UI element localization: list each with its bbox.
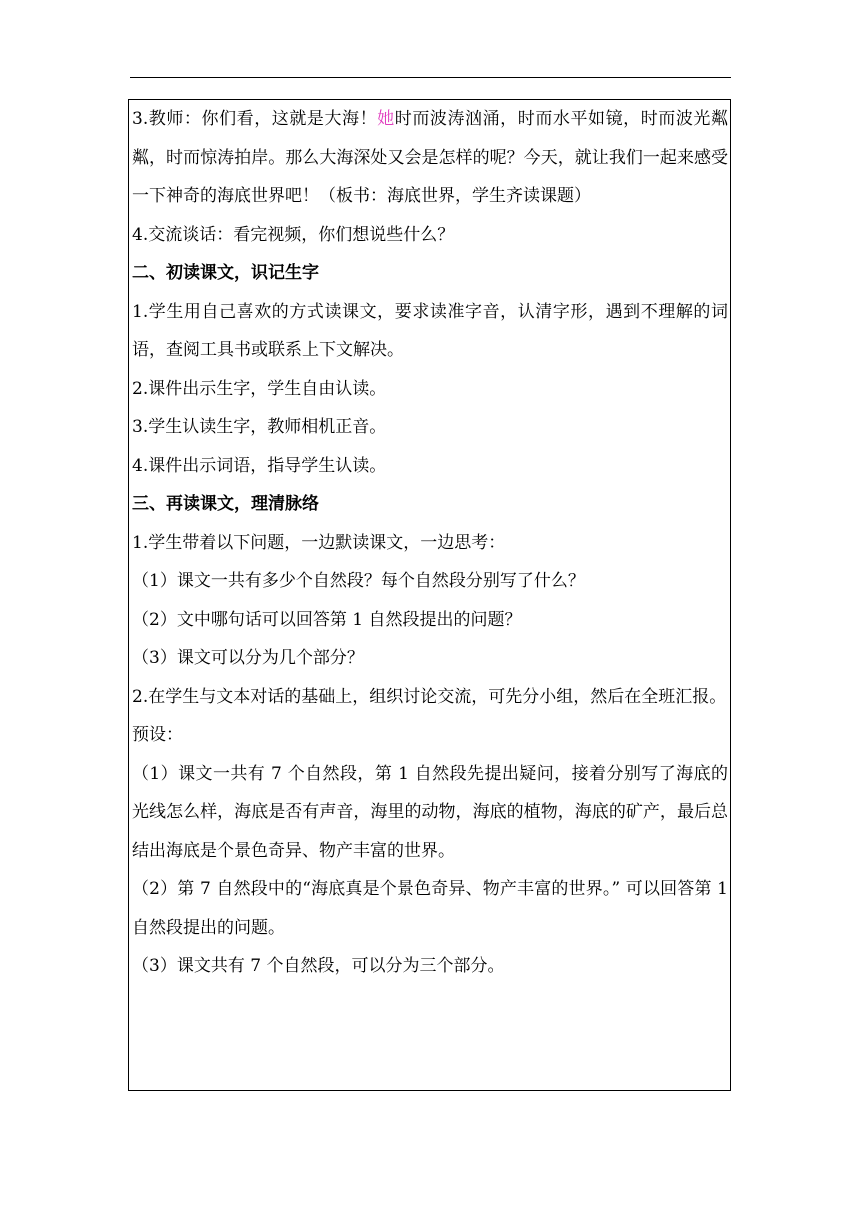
- intro-item-3-text-end: 时而波涛汹涌，时而水平如镜，时而波光粼粼，时而惊涛拍岸。那么大海深处又会是怎样的呢？今天，就让我们一起来感受一下神奇的海底世界吧！（板书：海底世界，学生齐读课题）: [132, 109, 729, 206]
- answer-2: （2）第 7 自然段中的“海底真是个景色奇异、物产丰富的世界。” 可以回答第 1 自然段提出的问题。: [132, 879, 728, 938]
- page-header-rule: [130, 77, 731, 78]
- section-3-heading: 三、再读课文，理清脉络: [132, 494, 319, 514]
- section-2-item-2: 2.课件出示生字，学生自由认读。: [132, 378, 387, 399]
- intro-item-3-text-start: 3.教师：你们看，这就是大海！: [132, 109, 378, 129]
- section-2-item-1: 1.学生用自己喜欢的方式读课文，要求读准字音，认清字形，遇到不理解的词语，查阅工具书或联系上下文解决。: [132, 301, 728, 360]
- section-2-heading: 二、初读课文，识记生字: [132, 263, 319, 283]
- question-3: （3）课文可以分为几个部分？: [132, 648, 364, 668]
- intro-item-3: [132, 100, 728, 216]
- lesson-table-cell: [128, 99, 731, 1091]
- question-2: （2）文中哪句话可以回答第 1 自然段提出的问题？: [132, 609, 522, 630]
- section-2-item-3: 3.学生认读生字，教师相机正音。: [132, 417, 387, 437]
- section-3-item-2: 2.在学生与文本对话的基础上，组织讨论交流，可先分小组，然后在全班汇报。: [132, 686, 727, 707]
- highlighted-word: 她: [377, 109, 395, 129]
- question-1: （1）课文一共有多少个自然段？每个自然段分别写了什么？: [132, 571, 585, 591]
- section-3-item-1: 1.学生带着以下问题，一边默读课文，一边思考：: [132, 532, 506, 553]
- answer-3: （3）课文共有 7 个自然段，可以分为三个部分。: [132, 956, 505, 976]
- section-2-item-4: 4.课件出示词语，指导学生认读。: [132, 455, 387, 476]
- intro-item-4: 4.交流谈话：看完视频，你们想说些什么？: [132, 224, 455, 245]
- preset-label: 预设：: [132, 725, 183, 745]
- answer-1: （1）课文一共有 7 个自然段，第 1 自然段先提出疑问，接着分别写了海底的光线怎么样，海底是否有声音，海里的动物，海底的植物，海底的矿产，最后总结出海底是个景色奇异、物产丰富的世界。: [132, 763, 728, 861]
